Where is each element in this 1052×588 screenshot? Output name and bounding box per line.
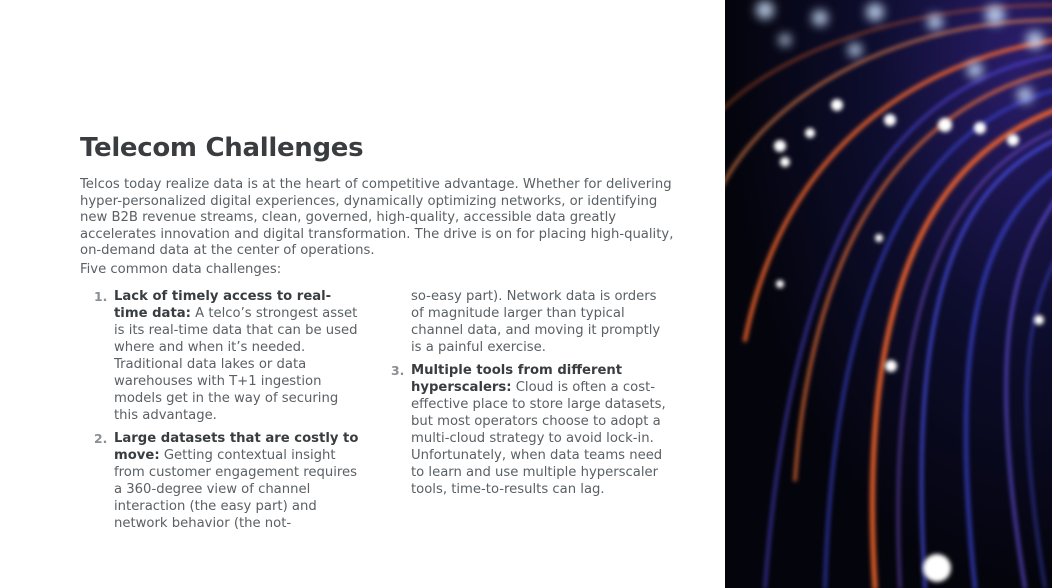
list-item-body-part1: Getting contextual insight from customer engagement requires a 360-degree view of channel interaction (the easy part) and network behavior (the not- [114, 448, 358, 531]
list-item [94, 430, 364, 532]
text-column [80, 128, 680, 531]
list-number: 3. [391, 363, 405, 378]
fiber-optic-image [725, 0, 1052, 588]
list-item [391, 362, 673, 498]
list-item-body: Cloud is often a cost-effective place to store large datasets, but most operators choose to adopt a multi-cloud strategy to avoid lock-in. Unfortunately, when data teams need to learn and use multiple hyperscaler tools, time-to-results can lag. [411, 380, 666, 497]
challenges-subheading: Five common data challenges: [80, 261, 282, 277]
list-number: 1. [94, 289, 108, 304]
page-title: Telecom Challenges [80, 133, 364, 163]
list-item-body: A telco’s strongest asset is its real-time data that can be used where and when it’s needed. Traditional data lakes or data warehouses with T+1 ingestion models get in the way of securing this advantage. [114, 306, 358, 423]
list-number: 2. [94, 431, 108, 446]
list-item-title: Large datasets that are costly to move: [114, 431, 359, 463]
list-item-title: Multiple tools from different hyperscalers: [411, 363, 623, 395]
intro-paragraph: Telcos today realize data is at the heart of competitive advantage. Whether for delivering hyper-personalized digital experiences, dynamically optimizing networks, or identifying new B2B revenue streams, clean, governed, high-quality, accessible data greatly accelerates innovation and digital transformation. The drive is on for placing high-quality, on-demand data at the center of operations. [80, 177, 674, 259]
list-item-body-part2: so-easy part). Network data is orders of magnitude larger than typical channel data, and moving it promptly is a painful exercise. [411, 289, 661, 355]
list-item-continued [411, 288, 673, 356]
list-item [94, 288, 364, 424]
list-item-title: Lack of timely access to real-time data: [114, 289, 332, 321]
fiber-optic-photo [725, 0, 1052, 588]
list-column-2 [391, 288, 673, 504]
list-column-1 [94, 288, 364, 538]
